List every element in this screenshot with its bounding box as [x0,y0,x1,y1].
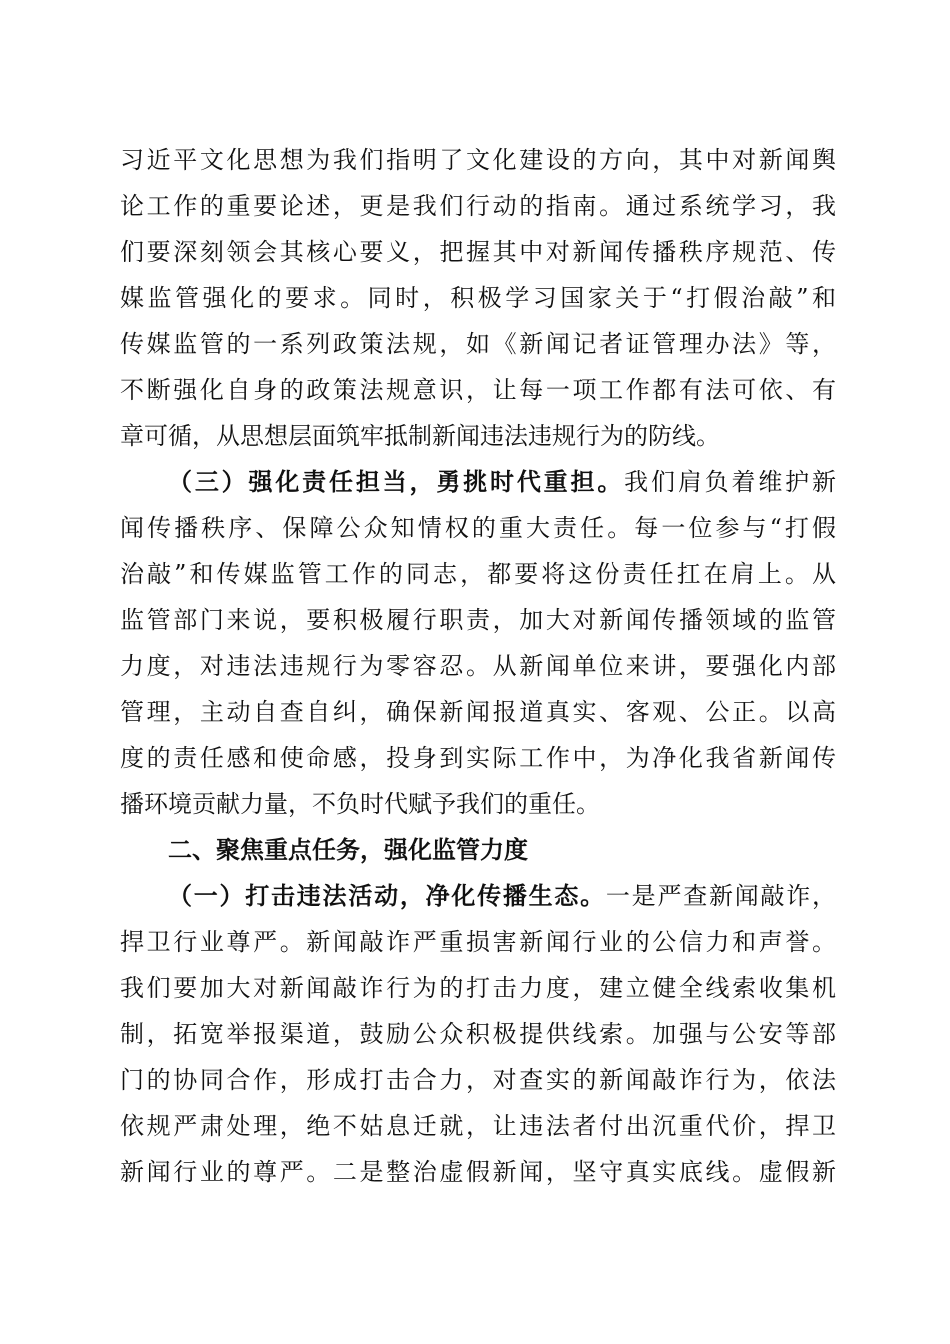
paragraph-policy-study [120,137,836,459]
text-line: 习近平文化思想为我们指明了文化建设的方向，其中对新闻舆 [120,146,836,174]
text-line: 我们要加大对新闻敲诈行为的打击力度，建立健全线索收集机 [120,974,836,1002]
paragraph-lead-heading: （三）强化责任担当，勇挑时代重担。 [168,467,625,496]
paragraph-first-line-text: 我们肩负着维护新 [624,468,837,496]
text-line: 制，拓宽举报渠道，鼓励公众积极提供线索。加强与公安等部 [120,1020,836,1048]
document-body [120,137,836,1195]
text-line: 治敲”和传媒监管工作的同志，都要将这份责任扛在肩上。从 [120,560,836,588]
text-line: 新闻行业的尊严。二是整治虚假新闻，坚守真实底线。虚假新 [120,1158,836,1186]
text-line: 管理，主动自查自纠，确保新闻报道真实、客观、公正。以高 [120,698,836,726]
text-line: 传媒监管的一系列政策法规，如《新闻记者证管理办法》等， [120,330,836,358]
text-line: 闻传播秩序、保障公众知情权的重大责任。每一位参与“打假 [120,514,836,542]
paragraph-responsibility [120,459,836,827]
text-line: 门的协同合作，形成打击合力，对查实的新闻敲诈行为，依法 [120,1066,836,1094]
text-line: 章可循，从思想层面筑牢抵制新闻违法违规行为的防线。 [120,422,720,450]
text-line: 监管部门来说，要积极履行职责，加大对新闻传播领域的监管 [120,606,836,634]
paragraph-first-line-text: 一是严查新闻敲诈， [605,882,837,910]
paragraph-crackdown [120,873,836,1195]
text-line: 依规严肃处理，绝不姑息迁就，让违法者付出沉重代价，捍卫 [120,1112,836,1140]
text-line: 媒监管强化的要求。同时，积极学习国家关于“打假治敲”和 [120,284,836,312]
text-line: 度的责任感和使命感，投身到实际工作中，为净化我省新闻传 [120,744,836,772]
paragraph-first-line [120,873,836,919]
paragraph-lead-heading: （一）打击违法活动，净化传播生态。 [168,881,606,910]
text-line: 播环境贡献力量，不负时代赋予我们的重任。 [120,790,600,818]
text-line: 们要深刻领会其核心要义，把握其中对新闻传播秩序规范、传 [120,238,836,266]
paragraph-first-line [120,459,836,505]
text-line: 不断强化自身的政策法规意识，让每一项工作都有法可依、有 [120,376,836,404]
text-line: 捍卫行业尊严。新闻敲诈严重损害新闻行业的公信力和声誉。 [120,928,836,956]
text-line: 力度，对违法违规行为零容忍。从新闻单位来讲，要强化内部 [120,652,836,680]
text-line: 论工作的重要论述，更是我们行动的指南。通过系统学习，我 [120,192,836,220]
section-heading: 二、聚焦重点任务，强化监管力度 [168,836,528,864]
